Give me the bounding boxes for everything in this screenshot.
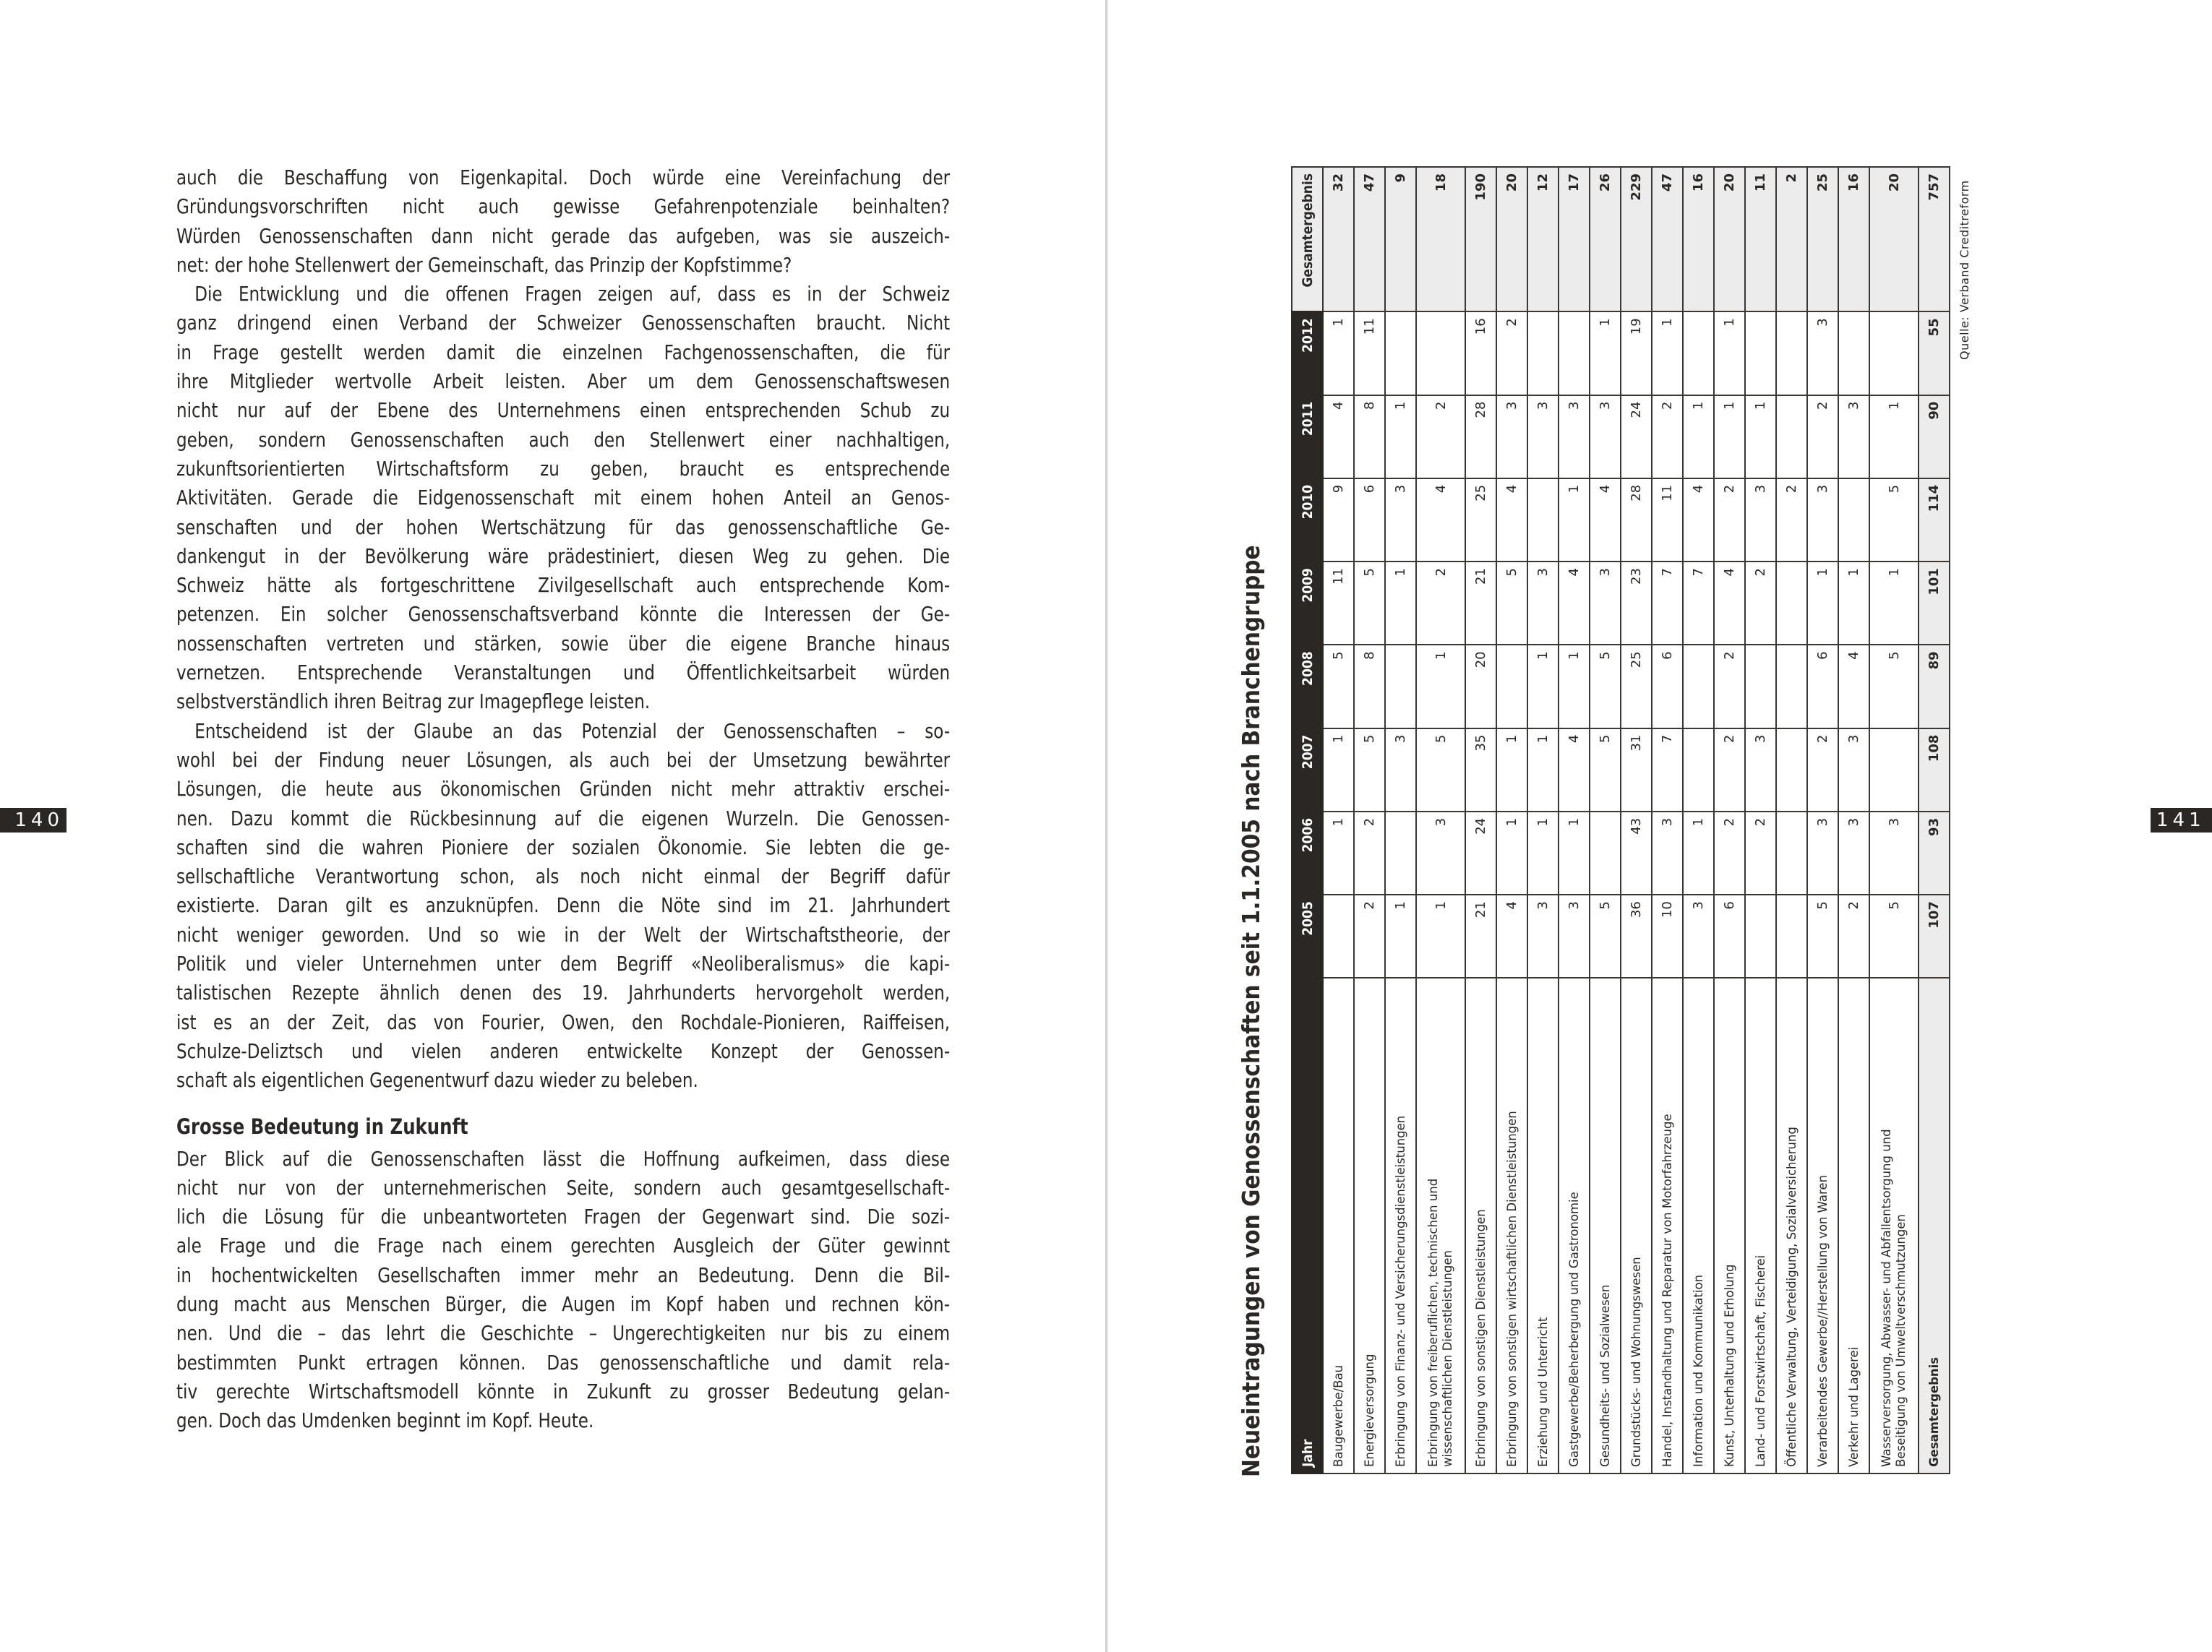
cell-value — [1776, 895, 1807, 978]
row-label — [1621, 978, 1652, 1474]
table-row — [1496, 167, 1527, 1474]
cell-value — [1776, 812, 1807, 895]
text-line: petenzen. Ein solcher Genossenschaftsverband könnte die Interessen der Ge- — [176, 603, 951, 627]
table-row — [1416, 167, 1465, 1474]
table-title: Neueintragungen von Genossenschaften seit 1.1.2005 nach Branchengruppe — [1237, 545, 1265, 1477]
cell-value: 2 — [1652, 395, 1683, 478]
cell-value: 10 — [1652, 895, 1683, 978]
cell-value: 2 — [1745, 812, 1776, 895]
row-label-line: Erbringung von Finanz- und Versicherungsdienstleistungen — [1393, 1115, 1407, 1467]
cell-value — [1590, 812, 1621, 895]
table-row — [1652, 167, 1683, 1474]
row-label — [1527, 978, 1559, 1474]
row-label-line: Erbringung von freiberuflichen, technischen und — [1426, 1178, 1440, 1467]
cell-value: 2 — [1776, 478, 1807, 562]
text-line: bestimmten Punkt ertragen können. Das genossenschaftliche und damit rela- — [176, 1351, 951, 1374]
cell-value: 7 — [1683, 562, 1714, 645]
cell-value: 28 — [1465, 395, 1496, 478]
cell-value: 43 — [1621, 812, 1652, 895]
cell-value: 5 — [1869, 645, 1919, 728]
text-line: dankengut in der Bevölkerung wäre prädestiniert, diesen Weg zu gehen. Die — [176, 544, 951, 568]
cell-value: 2 — [1714, 478, 1745, 562]
cell-value: 9 — [1323, 478, 1354, 562]
cell-value: 4 — [1496, 895, 1527, 978]
cell-value: 3 — [1527, 395, 1559, 478]
text-line: Lösungen, die heute aus ökonomischen Gründen nicht mehr attraktiv erschei- — [176, 778, 951, 801]
cell-value: 5 — [1590, 728, 1621, 812]
text-line: Der Blick auf die Genossenschaften lässt die Hoffnung aufkeimen, dass diese — [176, 1147, 951, 1171]
cell-value — [1527, 478, 1559, 562]
page-number-right: 141 — [2151, 808, 2212, 833]
cell-value: 6 — [1354, 478, 1385, 562]
table-row — [1776, 167, 1807, 1474]
cell-value — [1496, 645, 1527, 728]
text-line: Schulze-Deliztsch und vielen anderen entwickelte Konzept der Genossen- — [176, 1039, 951, 1063]
cell-value: 8 — [1354, 645, 1385, 728]
cell-value: 24 — [1621, 395, 1652, 478]
table-row — [1745, 167, 1776, 1474]
cell-value — [1776, 728, 1807, 812]
text-line: gen. Doch das Umdenken beginnt im Kopf. Heute. — [176, 1409, 594, 1433]
cell-value: 2 — [1496, 311, 1527, 395]
cell-value: 1 — [1590, 311, 1621, 395]
cell-value: 3 — [1807, 311, 1838, 395]
cell-value: 1 — [1527, 812, 1559, 895]
cell-value: 11 — [1354, 311, 1385, 395]
cell-value: 4 — [1683, 478, 1714, 562]
table-row — [1869, 167, 1919, 1474]
cell-value: 1 — [1385, 562, 1416, 645]
cell-value — [1683, 645, 1714, 728]
cell-value: 4 — [1496, 478, 1527, 562]
row-label-line: Gastgewerbe/Beherbergung und Gastronomie — [1566, 1192, 1581, 1467]
cell-value: 2 — [1745, 562, 1776, 645]
cell-value: 1 — [1559, 645, 1590, 728]
cell-value: 1 — [1652, 311, 1683, 395]
summary-label: Gesamtergebnis — [1919, 978, 1950, 1474]
cell-value: 3 — [1590, 395, 1621, 478]
cell-value: 25 — [1621, 645, 1652, 728]
cell-value: 5 — [1807, 895, 1838, 978]
cell-value: 5 — [1869, 895, 1919, 978]
cell-value — [1776, 562, 1807, 645]
text-line: nen. Dazu kommt die Rückbesinnung auf die eigenen Wurzeln. Die Genossen- — [176, 806, 951, 830]
cell-value — [1776, 645, 1807, 728]
cell-value: 3 — [1652, 812, 1683, 895]
cell-value: 4 — [1559, 562, 1590, 645]
section-heading: Grosse Bedeutung in Zukunft — [176, 1114, 468, 1139]
cell-value — [1869, 311, 1919, 395]
cell-value — [1385, 645, 1416, 728]
header-year: 2005 — [1292, 895, 1323, 978]
cell-value: 4 — [1838, 645, 1869, 728]
header-year: 2012 — [1292, 311, 1323, 395]
cell-value: 3 — [1838, 812, 1869, 895]
row-total: 20 — [1869, 167, 1919, 311]
cell-value — [1838, 478, 1869, 562]
cell-value: 2 — [1354, 812, 1385, 895]
cell-value — [1416, 311, 1465, 395]
text-line: vernetzen. Entsprechende Veranstaltungen und Öffentlichkeitsarbeit würden — [176, 661, 951, 685]
header-year: 2007 — [1292, 728, 1323, 812]
paragraph-4 — [176, 1145, 950, 1436]
cell-value — [1385, 311, 1416, 395]
table-row — [1465, 167, 1496, 1474]
cell-value: 1 — [1385, 895, 1416, 978]
cell-value: 2 — [1807, 728, 1838, 812]
cell-value: 1 — [1838, 562, 1869, 645]
summary-value: 55 — [1919, 311, 1950, 395]
text-line: Die Entwicklung und die offenen Fragen zeigen auf, dass es in der Schweiz — [194, 283, 951, 306]
row-label — [1776, 978, 1807, 1474]
text-line: nicht weniger geworden. Und so wie in der Welt der Wirtschaftstheorie, der — [176, 923, 951, 947]
table-summary-row — [1919, 167, 1950, 1474]
row-total: 16 — [1683, 167, 1714, 311]
grand-total: 757 — [1919, 167, 1950, 311]
text-line: lich die Lösung für die unbeantworteten Fragen der Gegenwart sind. Die sozi- — [176, 1205, 951, 1229]
row-label-line: Erbringung von sonstigen wirtschaftlichen Dienstleistungen — [1504, 1111, 1519, 1467]
cell-value: 3 — [1385, 478, 1416, 562]
cell-value: 19 — [1621, 311, 1652, 395]
header-jahr: Jahr — [1292, 978, 1323, 1474]
cell-value: 35 — [1465, 728, 1496, 812]
row-total: 229 — [1621, 167, 1652, 311]
cell-value: 6 — [1652, 645, 1683, 728]
table-row — [1527, 167, 1559, 1474]
cell-value: 3 — [1590, 562, 1621, 645]
paragraph-3 — [176, 717, 950, 1096]
cell-value — [1683, 728, 1714, 812]
row-total: 18 — [1416, 167, 1465, 311]
summary-value: 107 — [1919, 895, 1950, 978]
header-year: 2010 — [1292, 478, 1323, 562]
row-label-line: Kunst, Unterhaltung und Erholung — [1722, 1264, 1736, 1467]
table-header-row — [1292, 167, 1323, 1474]
row-label-line: Handel, Instandhaltung und Reparatur von Motorfahrzeuge — [1660, 1114, 1674, 1467]
cell-value: 2 — [1807, 395, 1838, 478]
row-total: 9 — [1385, 167, 1416, 311]
cell-value: 1 — [1745, 395, 1776, 478]
text-line: nen. Und die – das lehrt die Geschichte – Ungerechtigkeiten nur bis zu einem — [176, 1322, 951, 1346]
table-row — [1385, 167, 1416, 1474]
cell-value — [1527, 311, 1559, 395]
text-line: tiv gerechte Wirtschaftsmodell könnte in Zukunft zu grosser Bedeutung gelan- — [176, 1380, 951, 1403]
cell-value: 3 — [1683, 895, 1714, 978]
row-label-line: Erbringung von sonstigen Dienstleistungen — [1473, 1209, 1488, 1467]
text-line: schaft als eigentlichen Gegenentwurf dazu wieder zu beleben. — [176, 1069, 698, 1093]
cell-value: 1 — [1323, 311, 1354, 395]
cell-value: 3 — [1385, 728, 1416, 812]
cell-value: 2 — [1354, 895, 1385, 978]
header-gesamtergebnis: Gesamtergebnis — [1292, 167, 1323, 311]
text-line: Politik und vieler Unternehmen unter dem Begriff «Neoliberalismus» die kapi- — [176, 952, 951, 976]
cell-value: 3 — [1869, 812, 1919, 895]
cell-value: 5 — [1416, 728, 1465, 812]
cell-value: 3 — [1527, 562, 1559, 645]
row-total: 2 — [1776, 167, 1807, 311]
cell-value: 3 — [1527, 895, 1559, 978]
row-label — [1465, 978, 1496, 1474]
row-label-line: wissenschaftlichen Dienstleistungen — [1441, 1249, 1454, 1467]
header-year: 2008 — [1292, 645, 1323, 728]
cell-value: 1 — [1323, 812, 1354, 895]
cell-value: 2 — [1838, 895, 1869, 978]
cell-value: 2 — [1714, 645, 1745, 728]
cell-value: 1 — [1559, 812, 1590, 895]
cell-value — [1385, 812, 1416, 895]
row-label — [1559, 978, 1590, 1474]
cell-value: 20 — [1465, 645, 1496, 728]
header-year: 2009 — [1292, 562, 1323, 645]
text-line: zukunftsorientierten Wirtschaftsform zu geben, braucht es entsprechende — [176, 457, 951, 481]
cell-value: 4 — [1416, 478, 1465, 562]
cell-value — [1745, 895, 1776, 978]
summary-value: 93 — [1919, 812, 1950, 895]
row-total: 26 — [1590, 167, 1621, 311]
row-total: 12 — [1527, 167, 1559, 311]
cell-value: 2 — [1714, 728, 1745, 812]
cell-value: 6 — [1807, 645, 1838, 728]
text-line: ihre Mitglieder wertvolle Arbeit leisten. Aber um dem Genossenschaftswesen — [176, 370, 951, 394]
cell-value: 1 — [1807, 562, 1838, 645]
row-label-line: Gesundheits- und Sozialwesen — [1598, 1284, 1612, 1467]
table-row — [1590, 167, 1621, 1474]
text-line: Aktivitäten. Gerade die Eidgenossenschaft mit einem hohen Anteil an Genos- — [176, 486, 951, 510]
cell-value: 5 — [1496, 562, 1527, 645]
row-total: 25 — [1807, 167, 1838, 311]
cell-value: 31 — [1621, 728, 1652, 812]
row-label-line: Baugewerbe/Bau — [1331, 1364, 1345, 1467]
cell-value — [1869, 728, 1919, 812]
registrations-table — [1291, 166, 1950, 1474]
text-line: nicht nur von der unternehmerischen Seite, sondern auch gesamtgesellschaft- — [176, 1176, 951, 1200]
cell-value: 1 — [1869, 395, 1919, 478]
text-line: Würden Genossenschaften dann nicht gerade das aufgeben, was sie auszeich- — [176, 224, 951, 248]
text-line: geben, sondern Genossenschaften auch den Stellenwert einer nachhaltigen, — [176, 428, 951, 452]
cell-value — [1838, 311, 1869, 395]
cell-value: 3 — [1496, 395, 1527, 478]
row-label-line: Land- und Forstwirtschaft, Fischerei — [1753, 1255, 1767, 1467]
cell-value: 3 — [1416, 812, 1465, 895]
cell-value — [1776, 395, 1807, 478]
book-gutter-divider — [1105, 0, 1107, 1652]
cell-value: 16 — [1465, 311, 1496, 395]
summary-value: 108 — [1919, 728, 1950, 812]
cell-value: 24 — [1465, 812, 1496, 895]
cell-value: 23 — [1621, 562, 1652, 645]
text-line: Entscheidend ist der Glaube an das Potenzial der Genossenschaften – so- — [194, 719, 951, 743]
cell-value: 2 — [1416, 395, 1465, 478]
row-label — [1652, 978, 1683, 1474]
cell-value: 4 — [1323, 395, 1354, 478]
row-label — [1323, 978, 1354, 1474]
cell-value: 1 — [1323, 728, 1354, 812]
summary-value: 90 — [1919, 395, 1950, 478]
rotated-table-container — [1291, 166, 1950, 1474]
cell-value: 11 — [1323, 562, 1354, 645]
cell-value: 3 — [1807, 812, 1838, 895]
row-label — [1683, 978, 1714, 1474]
cell-value: 21 — [1465, 562, 1496, 645]
row-label — [1807, 978, 1838, 1474]
text-line: wohl bei der Findung neuer Lösungen, als auch bei der Umsetzung bewährter — [176, 748, 951, 772]
cell-value: 1 — [1683, 812, 1714, 895]
cell-value — [1776, 311, 1807, 395]
row-label — [1354, 978, 1385, 1474]
row-label — [1416, 978, 1465, 1474]
text-line: senschaften und der hohen Wertschätzung für das genossenschaftliche Ge- — [176, 515, 951, 539]
summary-value: 101 — [1919, 562, 1950, 645]
cell-value: 8 — [1354, 395, 1385, 478]
row-total: 11 — [1745, 167, 1776, 311]
cell-value: 5 — [1323, 645, 1354, 728]
cell-value: 1 — [1527, 728, 1559, 812]
cell-value: 4 — [1590, 478, 1621, 562]
cell-value: 1 — [1416, 645, 1465, 728]
text-line: dung macht aus Menschen Bürger, die Augen im Kopf haben und rechnen kön- — [176, 1292, 951, 1316]
cell-value: 2 — [1714, 812, 1745, 895]
text-line: existierte. Daran gilt es anzuknüpfen. Denn die Nöte sind im 21. Jahrhundert — [176, 894, 951, 918]
cell-value — [1559, 311, 1590, 395]
row-label-line: Wasserversorgung, Abwasser- und Abfallentsorgung und — [1879, 1129, 1893, 1467]
row-total: 32 — [1323, 167, 1354, 311]
cell-value: 3 — [1745, 728, 1776, 812]
text-line: in hochentwickelten Gesellschaften immer mehr an Bedeutung. Denn die Bil- — [176, 1263, 951, 1287]
cell-value: 1 — [1683, 395, 1714, 478]
table-row — [1323, 167, 1354, 1474]
text-line: auch die Beschaffung von Eigenkapital. Doch würde eine Vereinfachung der — [176, 166, 951, 189]
left-page-body-text — [176, 163, 950, 1435]
header-year: 2011 — [1292, 395, 1323, 478]
table-row — [1354, 167, 1385, 1474]
text-line: talistischen Rezepte ähnlich denen des 19. Jahrhunderts hervorgeholt werden, — [176, 981, 951, 1005]
row-label-line: Grundstücks- und Wohnungswesen — [1629, 1257, 1643, 1467]
cell-value: 4 — [1559, 728, 1590, 812]
text-line: net: der hohe Stellenwert der Gemeinschaft, das Prinzip der Kopfstimme? — [176, 253, 792, 277]
cell-value: 3 — [1807, 478, 1838, 562]
row-total: 16 — [1838, 167, 1869, 311]
row-label-line: Information und Kommunikation — [1691, 1274, 1705, 1467]
table-row — [1714, 167, 1745, 1474]
text-line: in Frage gestellt werden damit die einzelnen Fachgenossenschaften, die für — [176, 340, 951, 364]
row-label — [1385, 978, 1416, 1474]
row-label — [1838, 978, 1869, 1474]
cell-value: 28 — [1621, 478, 1652, 562]
row-label — [1869, 978, 1919, 1474]
text-line: selbstverständlich ihren Beitrag zur Imagepflege leisten. — [176, 690, 651, 714]
row-total: 190 — [1465, 167, 1496, 311]
cell-value: 1 — [1416, 895, 1465, 978]
cell-value: 1 — [1714, 311, 1745, 395]
cell-value: 11 — [1652, 478, 1683, 562]
table-row — [1807, 167, 1838, 1474]
cell-value: 5 — [1354, 562, 1385, 645]
cell-value: 1 — [1527, 645, 1559, 728]
row-label-line: Öffentliche Verwaltung, Verteidigung, Sozialversicherung — [1784, 1127, 1799, 1467]
row-label — [1496, 978, 1527, 1474]
cell-value: 3 — [1838, 395, 1869, 478]
text-line: nicht nur auf der Ebene des Unternehmens einen entsprechenden Schub zu — [176, 399, 951, 423]
text-line: ale Frage und die Frage nach einem gerechten Ausgleich der Güter gewinnt — [176, 1234, 951, 1258]
paragraph-2 — [176, 280, 950, 716]
cell-value: 25 — [1465, 478, 1496, 562]
row-label-line: Erziehung und Unterricht — [1535, 1317, 1550, 1467]
row-label — [1590, 978, 1621, 1474]
cell-value: 6 — [1714, 895, 1745, 978]
row-total: 47 — [1354, 167, 1385, 311]
cell-value — [1323, 895, 1354, 978]
row-total: 20 — [1714, 167, 1745, 311]
row-total: 17 — [1559, 167, 1590, 311]
cell-value: 7 — [1652, 728, 1683, 812]
table-row — [1838, 167, 1869, 1474]
cell-value: 3 — [1838, 728, 1869, 812]
header-year: 2006 — [1292, 812, 1323, 895]
row-label-line: Verarbeitendes Gewerbe//Herstellung von Waren — [1815, 1174, 1830, 1467]
cell-value: 3 — [1559, 395, 1590, 478]
row-label — [1745, 978, 1776, 1474]
cell-value: 1 — [1496, 812, 1527, 895]
text-line: nossenschaften vertreten und stärken, sowie über die eigene Branche hinaus — [176, 632, 951, 655]
text-line: schaften sind die wahren Pioniere der sozialen Ökonomie. Sie lebten die ge- — [176, 835, 951, 859]
row-label-line: Beseitigung von Umweltverschmutzungen — [1894, 1214, 1908, 1467]
page-number-left: 140 — [0, 808, 67, 833]
row-total: 47 — [1652, 167, 1683, 311]
row-label-line: Verkehr und Lagerei — [1846, 1346, 1861, 1467]
summary-value: 114 — [1919, 478, 1950, 562]
cell-value: 4 — [1714, 562, 1745, 645]
cell-value: 5 — [1354, 728, 1385, 812]
cell-value: 1 — [1385, 395, 1416, 478]
table-row — [1683, 167, 1714, 1474]
text-line: ganz dringend einen Verband der Schweizer Genossenschaften braucht. Nicht — [176, 311, 951, 335]
row-label-line: Energieversorgung — [1362, 1354, 1376, 1467]
table-source-note: Quelle: Verband Creditreform — [1958, 180, 1971, 360]
cell-value: 5 — [1590, 895, 1621, 978]
cell-value: 2 — [1416, 562, 1465, 645]
cell-value: 7 — [1652, 562, 1683, 645]
cell-value: 3 — [1745, 478, 1776, 562]
table-row — [1621, 167, 1652, 1474]
cell-value: 21 — [1465, 895, 1496, 978]
cell-value: 36 — [1621, 895, 1652, 978]
cell-value: 5 — [1869, 478, 1919, 562]
cell-value: 3 — [1559, 895, 1590, 978]
summary-value: 89 — [1919, 645, 1950, 728]
paragraph-1 — [176, 163, 950, 280]
text-line: Schweiz hätte als fortgeschrittene Zivilgesellschaft auch entsprechende Kom- — [176, 574, 951, 598]
cell-value: 1 — [1496, 728, 1527, 812]
cell-value — [1745, 645, 1776, 728]
table-row — [1559, 167, 1590, 1474]
cell-value — [1683, 311, 1714, 395]
text-line: sellschaftliche Verantwortung schon, als noch nicht einmal der Begriff dafür — [176, 865, 951, 889]
cell-value: 1 — [1869, 562, 1919, 645]
cell-value — [1745, 311, 1776, 395]
cell-value: 5 — [1590, 645, 1621, 728]
row-label — [1714, 978, 1745, 1474]
row-total: 20 — [1496, 167, 1527, 311]
cell-value: 1 — [1714, 395, 1745, 478]
cell-value: 1 — [1559, 478, 1590, 562]
text-line: ist es an der Zeit, das von Fourier, Owen, den Rochdale-Pionieren, Raiffeisen, — [176, 1010, 951, 1034]
text-line: Gründungsvorschriften nicht auch gewisse Gefahrenpotenziale beinhalten? — [176, 195, 951, 219]
